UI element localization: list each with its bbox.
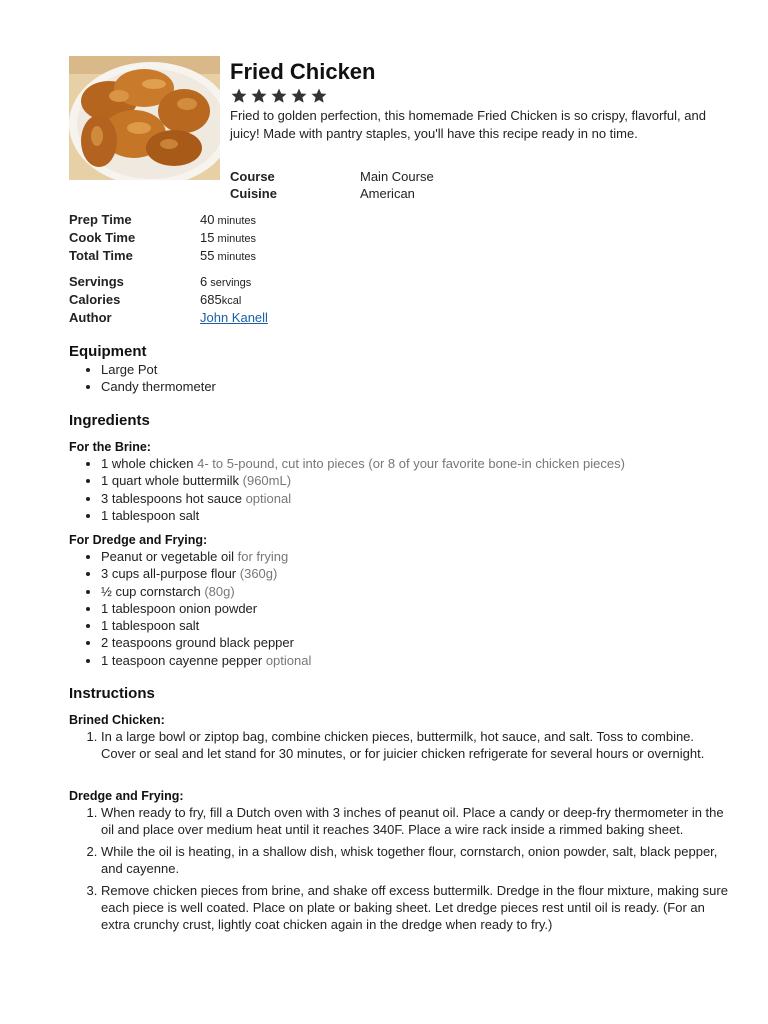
instruction-step: 3. Remove chicken pieces from brine, and shake off excess buttermilk. Dredge in the flour mixture, making sure each piece is well coated. Place on plate or baking sheet. Let dredge pieces rest until oil is ready. (For an extra crunchy crust, lightly coat chicken again in the dredge when ready to fry.): [101, 882, 731, 934]
ingredient-note: (360g): [239, 566, 278, 582]
ingredient-item: [101, 600, 741, 617]
cuisine-label: Cuisine: [230, 186, 277, 201]
calories-number: 685: [200, 292, 222, 307]
total-time-number: 55: [200, 248, 215, 263]
ingredient-text: 1 tablespoon salt: [101, 618, 200, 634]
ingredient-note: (80g): [204, 583, 235, 599]
prep-time-unit: minutes: [214, 215, 257, 227]
equipment-item: • Large Pot: [101, 361, 741, 378]
ingredient-text: 1 tablespoon salt: [101, 507, 200, 523]
rating-stars[interactable]: [230, 87, 328, 105]
ingredient-list-brine: [69, 455, 741, 524]
cook-time-label: Cook Time: [69, 230, 136, 245]
prep-time-number: 40: [200, 212, 215, 227]
instruction-step: 1. In a large bowl or ziptop bag, combine chicken pieces, buttermilk, hot sauce, and salt. Toss to combine. Cover or seal and let stand for 30 minutes, or for juicier chicken refrigerate for several hours or overnight.: [101, 728, 731, 763]
ingredient-note: optional: [245, 490, 292, 506]
calories-value: [200, 291, 241, 310]
ingredient-list-dredge: [69, 548, 741, 669]
instruction-step: 1. When ready to fry, fill a Dutch oven with 3 inches of peanut oil. Place a candy or deep-fry thermometer in the oil and place over medium heat until it reaches 340F. Place a wire rack inside a rimmed baking sheet.: [101, 804, 731, 839]
equipment-item: • Candy thermometer: [101, 378, 741, 395]
instruction-steps-brine: [69, 728, 731, 767]
course-label: Course: [230, 169, 275, 184]
prep-time-label: Prep Time: [69, 212, 132, 227]
total-time-value: [200, 247, 256, 266]
recipe-photo: [69, 56, 220, 180]
instruction-steps-dredge: [69, 804, 731, 938]
ingredient-item: [101, 455, 741, 472]
ingredient-item: [101, 548, 741, 565]
star-icon: [250, 87, 268, 105]
instruction-group-title: Brined Chicken:: [69, 713, 165, 727]
total-time-label: Total Time: [69, 248, 133, 263]
ingredient-item: [101, 583, 741, 600]
recipe-summary: Fried to golden perfection, this homemade Fried Chicken is so crispy, flavorful, and juicy! Made with pantry staples, you'll have this recipe ready in no time.: [230, 108, 706, 141]
ingredient-note: (960mL): [242, 473, 292, 489]
servings-label: Servings: [69, 274, 124, 289]
ingredient-item: [101, 634, 741, 651]
author-label: Author: [69, 310, 112, 325]
star-icon: [290, 87, 308, 105]
fried-chicken-image: [69, 56, 220, 180]
instructions-heading: Instructions: [69, 685, 155, 702]
star-icon: [230, 87, 248, 105]
ingredient-text: 1 whole chicken: [101, 456, 194, 471]
ingredient-text: 1 tablespoon onion powder: [101, 600, 258, 616]
prep-time-value: [200, 211, 256, 230]
ingredient-item: [101, 507, 741, 524]
ingredient-item: [101, 652, 741, 669]
ingredient-text: 3 cups all-purpose flour: [101, 566, 237, 582]
calories-unit: kcal: [221, 295, 242, 307]
ingredient-item: [101, 565, 741, 582]
author-link[interactable]: John Kanell: [200, 310, 268, 325]
ingredient-note: optional: [265, 652, 312, 668]
calories-label: Calories: [69, 292, 121, 307]
ingredient-group-title: For the Brine:: [69, 440, 151, 454]
ingredient-text: ½ cup cornstarch: [101, 583, 201, 599]
cook-time-number: 15: [200, 230, 215, 245]
cook-time-value: [200, 229, 256, 248]
ingredient-text: 2 teaspoons ground black pepper: [101, 635, 294, 651]
cook-time-unit: minutes: [214, 233, 257, 245]
ingredient-item: [101, 472, 741, 489]
cuisine-value: American: [360, 186, 415, 201]
recipe-title: Fried Chicken: [230, 59, 376, 84]
servings-value: [200, 273, 251, 292]
ingredient-group-title: For Dredge and Frying:: [69, 533, 208, 547]
instruction-step: 2. While the oil is heating, in a shallow dish, whisk together flour, cornstarch, onion powder, salt, black pepper, and cayenne.: [101, 843, 731, 878]
servings-number: 6: [200, 274, 208, 289]
course-value: Main Course: [360, 169, 434, 184]
equipment-heading: Equipment: [69, 343, 147, 360]
servings-unit: servings: [207, 277, 252, 289]
ingredient-note: 4- to 5-pound, cut into pieces (or 8 of your favorite bone-in chicken pieces): [197, 456, 625, 471]
star-icon: [270, 87, 288, 105]
ingredient-item: [101, 490, 741, 507]
equipment-list: [69, 361, 741, 396]
ingredient-text: 1 quart whole buttermilk: [101, 473, 240, 489]
ingredient-note: for frying: [237, 549, 289, 564]
instruction-group-title: Dredge and Frying:: [69, 789, 184, 803]
ingredient-item: [101, 617, 741, 634]
ingredient-text: Peanut or vegetable oil: [101, 549, 234, 564]
ingredient-text: 3 tablespoons hot sauce: [101, 490, 242, 506]
ingredients-heading: Ingredients: [69, 412, 150, 429]
total-time-unit: minutes: [214, 251, 257, 263]
ingredient-text: 1 teaspoon cayenne pepper: [101, 652, 263, 668]
star-icon: [310, 87, 328, 105]
